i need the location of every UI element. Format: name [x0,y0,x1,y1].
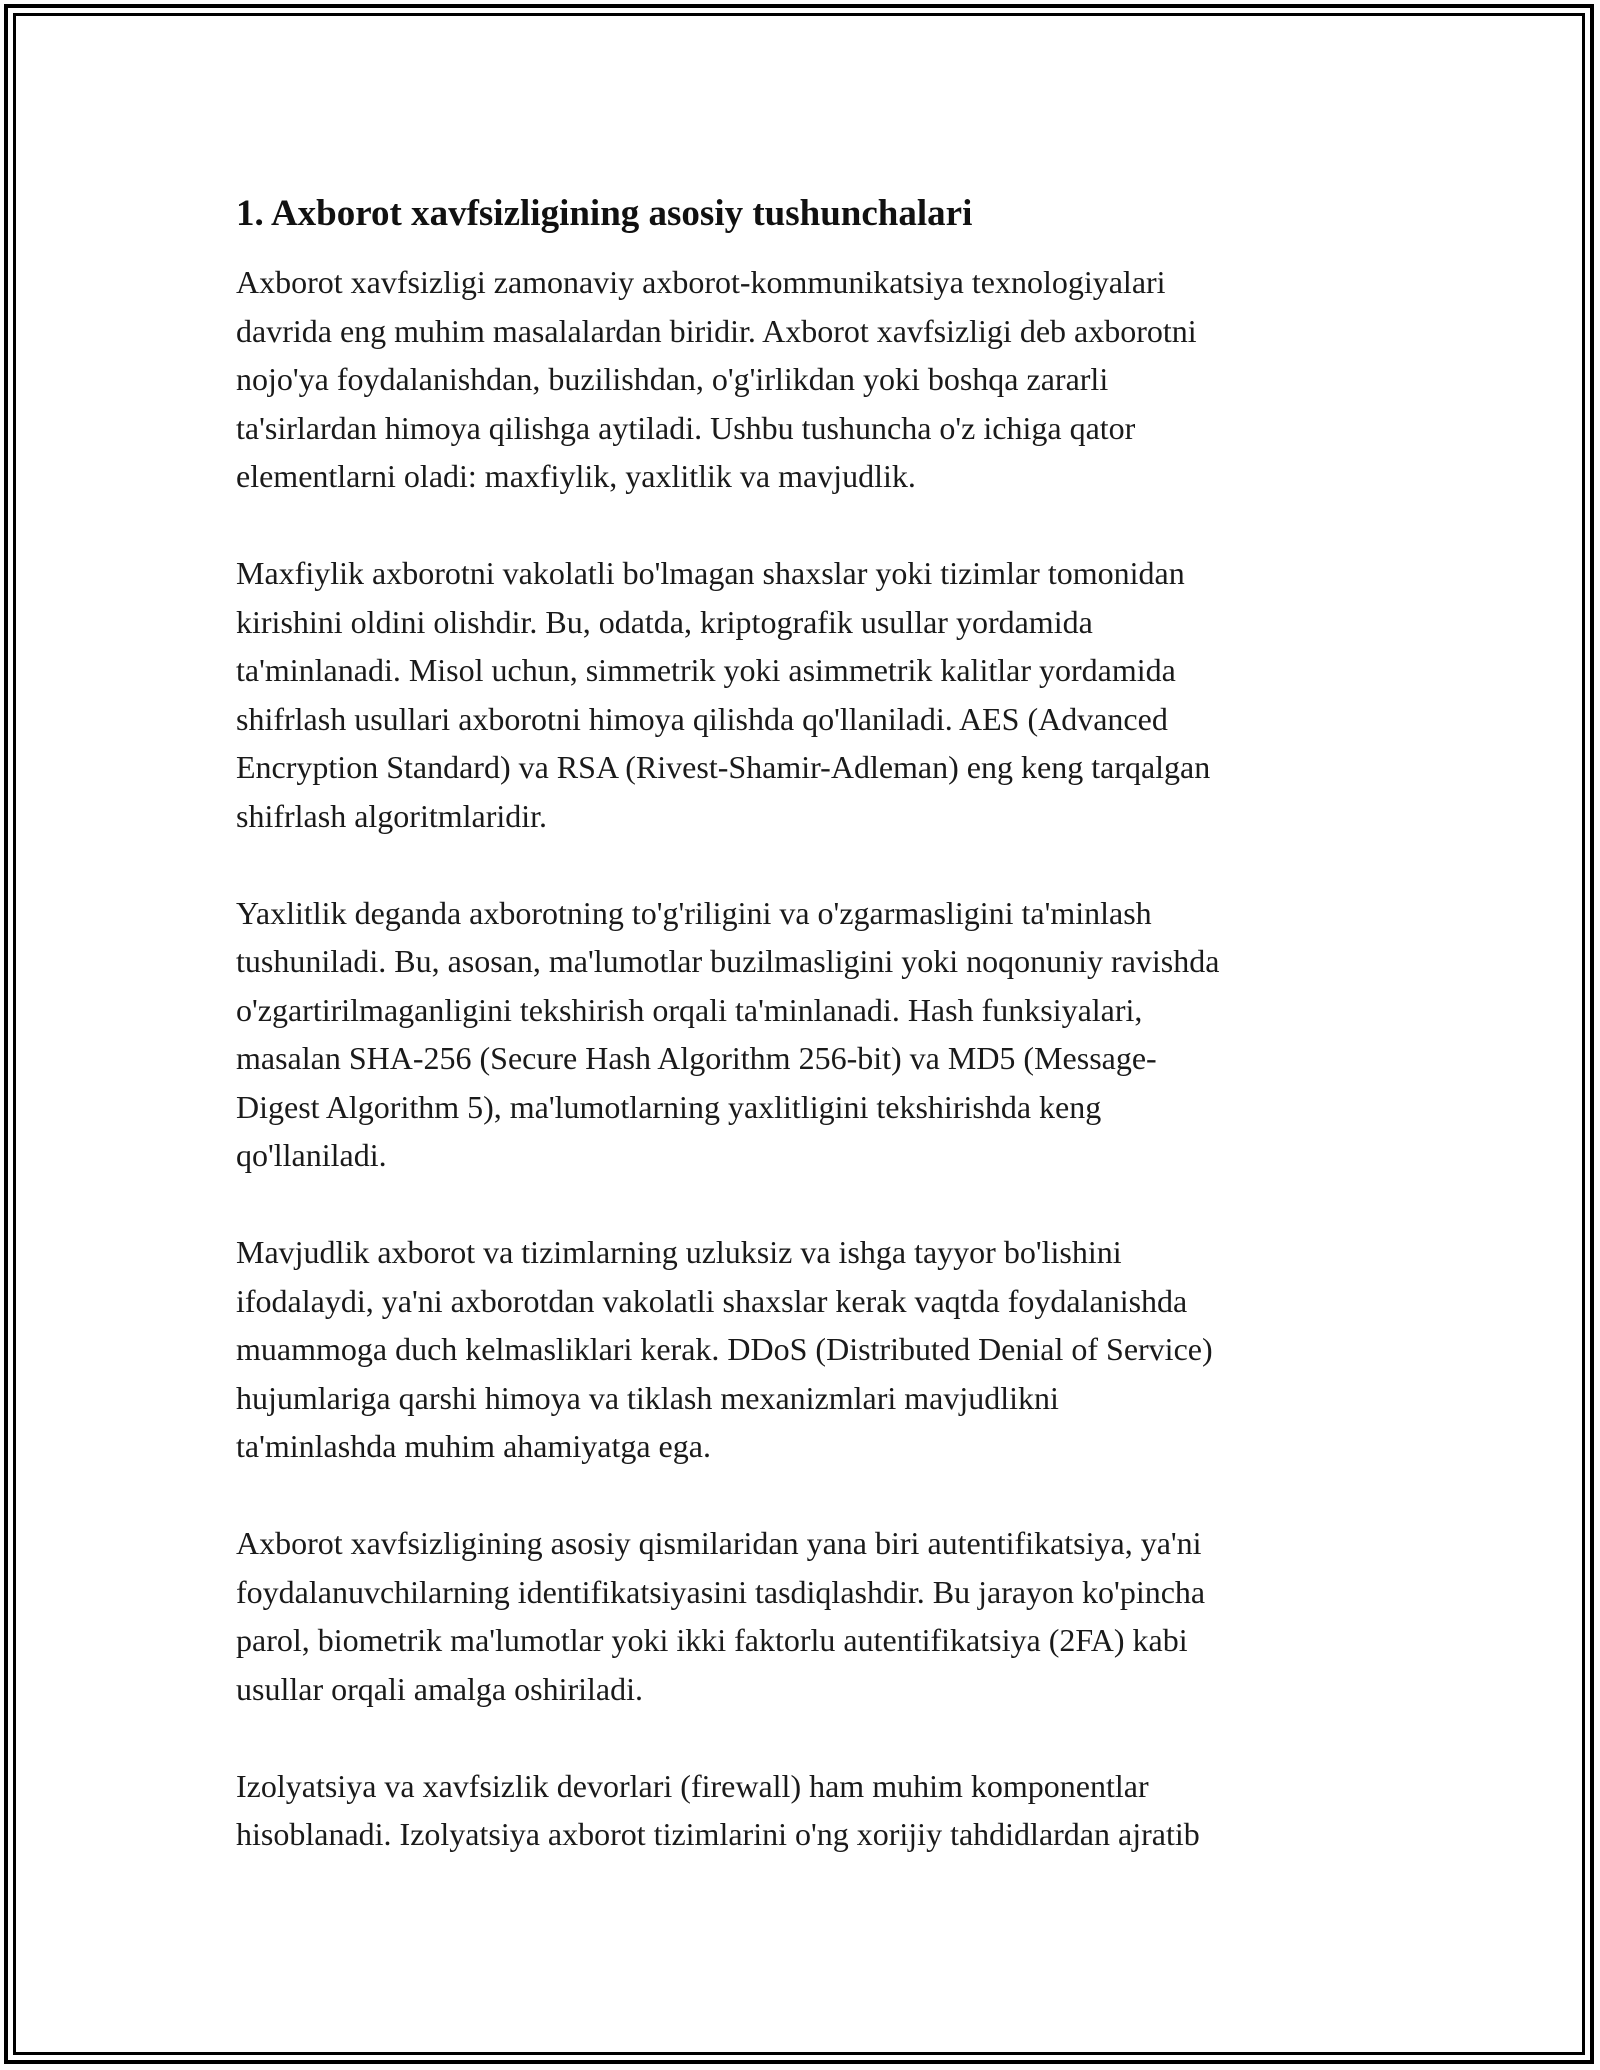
paragraph-definition [236,258,1376,501]
text-line: muammoga duch kelmasliklari kerak. DDoS (Distributed Denial of Service) [236,1331,1213,1367]
text-line: tushuniladi. Bu, asosan, ma'lumotlar buzilmasligini yoki noqonuniy ravishda [236,943,1220,979]
text-line: Digest Algorithm 5), ma'lumotlarning yaxlitligini tekshirishda keng [236,1088,1102,1125]
text-line: ta'sirlardan himoya qilishga aytiladi. Ushbu tushuncha o'z ichiga qator [236,409,1136,446]
text-line: foydalanuvchilarning identifikatsiyasini tasdiqlashdir. Bu jarayon ko'pincha [236,1573,1206,1610]
text-line: Axborot xavfsizligi zamonaviy axborot-kommunikatsiya texnologiyalari [236,264,1166,300]
text-line: Axborot xavfsizligining asosiy qismilaridan yana biri autentifikatsiya, ya'ni [236,1525,1202,1561]
text-line: Mavjudlik axborot va tizimlarning uzluksiz va ishga tayyor bo'lishini [236,1234,1122,1270]
text-line: shifrlash algoritmlaridir. [236,797,548,834]
text-line: kirishini oldini olishdir. Bu, odatda, kriptografik usullar yordamida [236,603,1093,640]
document-body [236,186,1376,1907]
text-line: hisoblanadi. Izolyatsiya axborot tizimlarini o'ng xorijiy tahdidlardan ajratib [236,1816,1200,1852]
paragraph-availability [236,1228,1376,1471]
text-line: davrida eng muhim masalalardan biridir. Axborot xavfsizligi deb axborotni [236,312,1197,349]
text-line: nojo'ya foydalanishdan, buzilishdan, o'g'irlikdan yoki boshqa zararli [236,361,1109,397]
text-line: masalan SHA-256 (Secure Hash Algorithm 256-bit) va MD5 (Message- [236,1040,1157,1076]
text-line: ta'minlanadi. Misol uchun, simmetrik yoki asimmetrik kalitlar yordamida [236,652,1176,688]
paragraph-confidentiality [236,549,1376,840]
section-heading: 1. Axborot xavfsizligining asosiy tushunchalari [236,193,973,234]
text-line: Maxfiylik axborotni vakolatli bo'lmagan shaxslar yoki tizimlar tomonidan [236,555,1185,591]
paragraph-integrity [236,889,1376,1180]
text-line: Encryption Standard) va RSA (Rivest-Shamir-Adleman) eng keng tarqalgan [236,749,1211,785]
text-line: Izolyatsiya va xavfsizlik devorlari (firewall) ham muhim komponentlar [236,1767,1149,1804]
text-line: Yaxlitlik deganda axborotning to'g'riligini va o'zgarmasligini ta'minlash [236,894,1152,931]
text-line: usullar orqali amalga oshiriladi. [236,1670,643,1707]
text-line: parol, biometrik ma'lumotlar yoki ikki faktorlu autentifikatsiya (2FA) kabi [236,1622,1188,1658]
text-line: o'zgartirilmaganligini tekshirish orqali ta'minlanadi. Hash funksiyalari, [236,991,1143,1028]
text-line: qo'llaniladi. [236,1137,387,1173]
paragraph-isolation [236,1762,1376,1859]
paragraph-authentication [236,1519,1376,1713]
text-line: shifrlash usullari axborotni himoya qilishda qo'llaniladi. AES (Advanced [236,700,1168,737]
text-line: ifodalaydi, ya'ni axborotdan vakolatli shaxslar kerak vaqtda foydalanishda [236,1282,1188,1319]
text-line: ta'minlashda muhim ahamiyatga ega. [236,1428,711,1464]
text-line: hujumlariga qarshi himoya va tiklash mexanizmlari mavjudlikni [236,1379,1059,1416]
text-line: elementlarni oladi: maxfiylik, yaxlitlik va mavjudlik. [236,458,916,494]
